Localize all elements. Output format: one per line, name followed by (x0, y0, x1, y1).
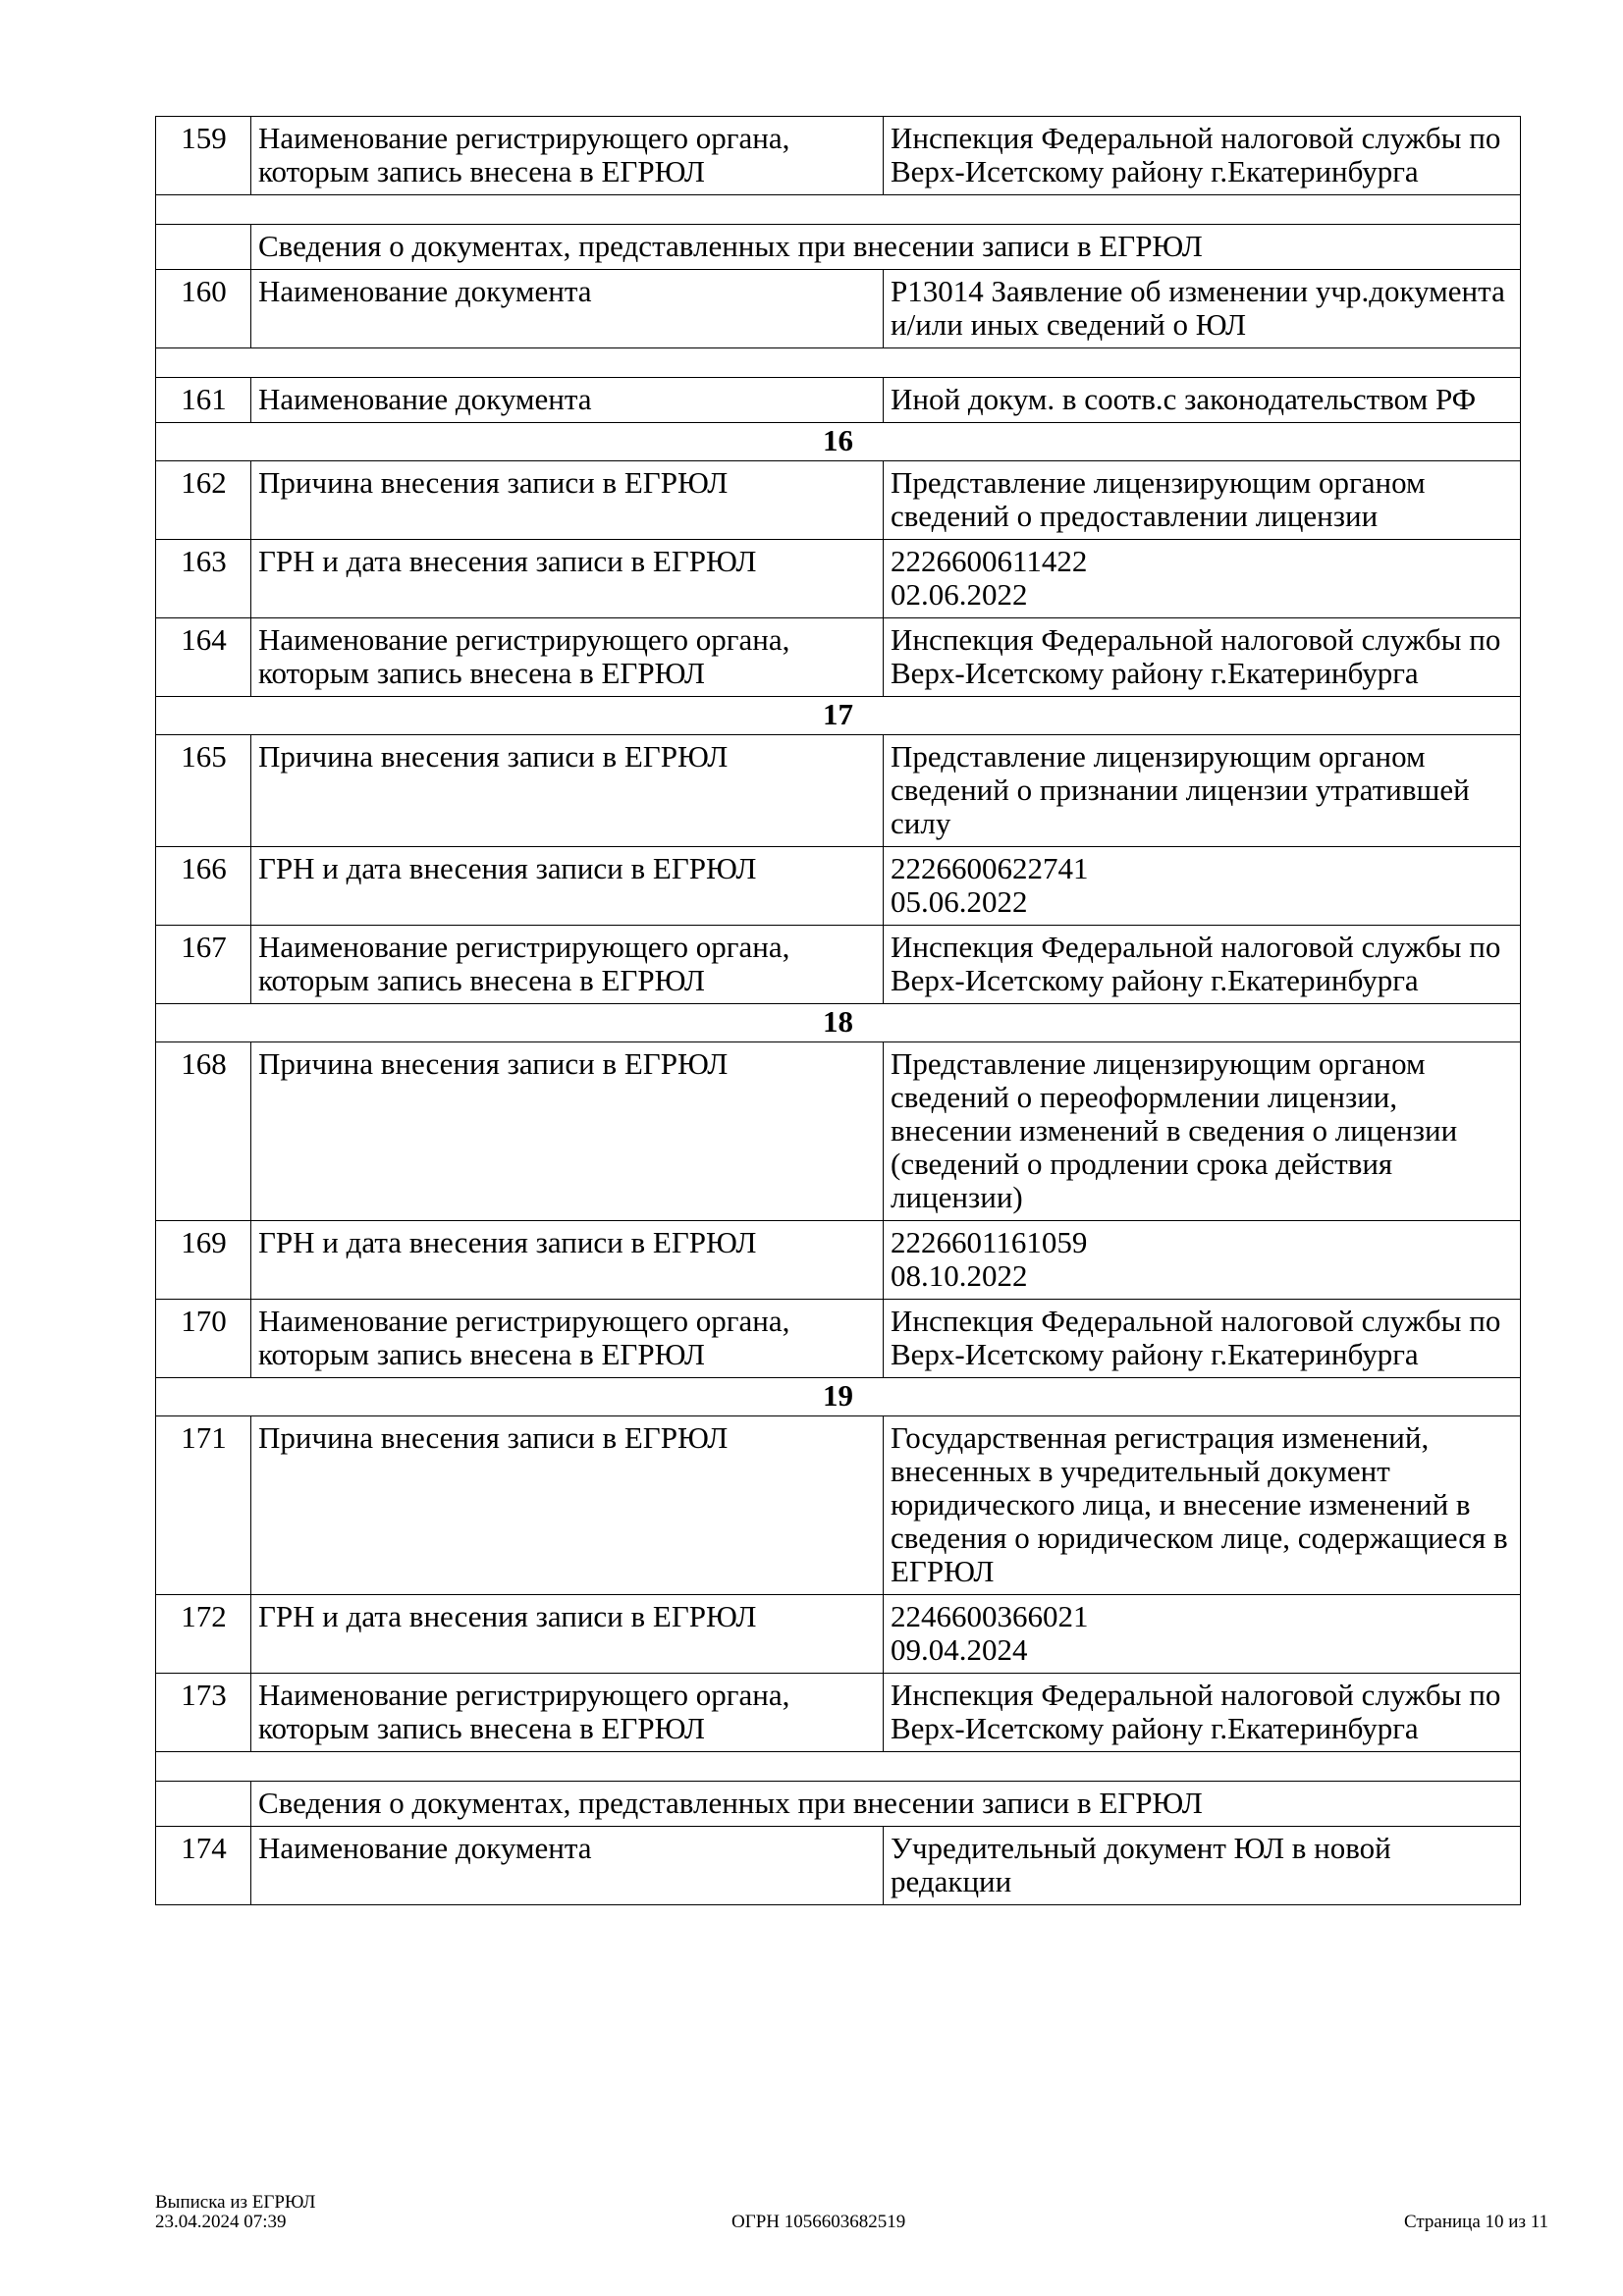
row-label: Наименование документа (251, 270, 884, 348)
row-number: 173 (156, 1674, 251, 1752)
empty-row (156, 1752, 1521, 1782)
row-number: 161 (156, 378, 251, 423)
table-row (156, 1827, 1521, 1905)
empty-row (156, 348, 1521, 378)
section-number: 17 (156, 697, 1521, 735)
section-header-row (156, 1004, 1521, 1042)
empty-cell (156, 348, 1521, 378)
table-row (156, 735, 1521, 847)
row-value-line: 09.04.2024 (891, 1632, 1028, 1667)
row-value (884, 378, 1521, 423)
row-value (884, 1416, 1521, 1595)
row-value-line: 2226601161059 (891, 1225, 1088, 1259)
row-value-line: Государственная регистрация изменений, внесенных в учредительный документ юридического лица, и внесение изменений в сведения о юридическом лице, содержащиеся в ЕГРЮЛ (891, 1420, 1508, 1588)
empty-cell (156, 195, 1521, 225)
subheader-num-cell (156, 1782, 251, 1827)
table-row (156, 378, 1521, 423)
table-row (156, 1221, 1521, 1300)
row-value-line: Иной докум. в соотв.с законодательством РФ (891, 382, 1477, 416)
row-value-line: 2226600611422 (891, 544, 1088, 578)
row-label: Наименование регистрирующего органа, которым запись внесена в ЕГРЮЛ (251, 926, 884, 1004)
row-number: 168 (156, 1042, 251, 1221)
row-label: ГРН и дата внесения записи в ЕГРЮЛ (251, 847, 884, 926)
row-number: 174 (156, 1827, 251, 1905)
subheader-text: Сведения о документах, представленных при внесении записи в ЕГРЮЛ (251, 1782, 1521, 1827)
table-row (156, 1042, 1521, 1221)
section-number: 16 (156, 423, 1521, 461)
footer-datetime: 23.04.2024 07:39 (155, 2212, 287, 2232)
table-row (156, 618, 1521, 697)
section-number: 18 (156, 1004, 1521, 1042)
row-value-line: Инспекция Федеральной налоговой службы по Верх-Исетскому району г.Екатеринбурга (891, 930, 1501, 997)
row-value-line: Представление лицензирующим органом сведений о признании лицензии утратившей силу (891, 739, 1470, 840)
row-label: ГРН и дата внесения записи в ЕГРЮЛ (251, 1221, 884, 1300)
row-value-line: Представление лицензирующим органом сведений о переоформлении лицензии, внесении изменений в сведения о лицензии (сведений о продлении срока действия лицензии) (891, 1046, 1458, 1214)
row-label: Причина внесения записи в ЕГРЮЛ (251, 1416, 884, 1595)
section-header-row (156, 1378, 1521, 1416)
row-label: Наименование регистрирующего органа, которым запись внесена в ЕГРЮЛ (251, 1300, 884, 1378)
table-row (156, 461, 1521, 540)
row-value-line: 05.06.2022 (891, 884, 1028, 919)
row-value-line: Инспекция Федеральной налоговой службы по Верх-Исетскому району г.Екатеринбурга (891, 121, 1501, 188)
row-number: 163 (156, 540, 251, 618)
row-value-line: 02.06.2022 (891, 577, 1028, 612)
subheader-row (156, 225, 1521, 270)
row-value (884, 461, 1521, 540)
row-label: Наименование документа (251, 378, 884, 423)
row-label: Причина внесения записи в ЕГРЮЛ (251, 461, 884, 540)
row-label: Наименование регистрирующего органа, которым запись внесена в ЕГРЮЛ (251, 618, 884, 697)
row-value (884, 270, 1521, 348)
row-number: 164 (156, 618, 251, 697)
table-row (156, 270, 1521, 348)
egrul-table (155, 116, 1521, 1905)
table-row (156, 540, 1521, 618)
row-value (884, 117, 1521, 195)
row-number: 166 (156, 847, 251, 926)
row-value (884, 735, 1521, 847)
row-value-line: Представление лицензирующим органом сведений о предоставлении лицензии (891, 465, 1426, 533)
row-value-line: 2246600366021 (891, 1599, 1089, 1633)
row-number: 171 (156, 1416, 251, 1595)
row-label: Наименование регистрирующего органа, которым запись внесена в ЕГРЮЛ (251, 1674, 884, 1752)
row-number: 167 (156, 926, 251, 1004)
row-value-line: Учредительный документ ЮЛ в новой редакции (891, 1831, 1391, 1898)
row-label: Причина внесения записи в ЕГРЮЛ (251, 1042, 884, 1221)
table-row (156, 1595, 1521, 1674)
empty-cell (156, 1752, 1521, 1782)
table-row (156, 1300, 1521, 1378)
row-number: 170 (156, 1300, 251, 1378)
row-value-line: Инспекция Федеральной налоговой службы по Верх-Исетскому району г.Екатеринбурга (891, 1678, 1501, 1745)
row-value-line: 08.10.2022 (891, 1258, 1028, 1293)
row-value (884, 847, 1521, 926)
row-number: 165 (156, 735, 251, 847)
row-value (884, 540, 1521, 618)
row-value-line: Р13014 Заявление об изменении учр.документа и/или иных сведений о ЮЛ (891, 274, 1505, 342)
row-value (884, 1595, 1521, 1674)
subheader-row (156, 1782, 1521, 1827)
row-label: Наименование документа (251, 1827, 884, 1905)
table-row (156, 117, 1521, 195)
row-value (884, 1300, 1521, 1378)
footer-ogrn: ОГРН 1056603682519 (731, 2212, 906, 2232)
footer-doc-title: Выписка из ЕГРЮЛ (155, 2192, 316, 2213)
table-row (156, 1416, 1521, 1595)
row-number: 160 (156, 270, 251, 348)
row-number: 169 (156, 1221, 251, 1300)
row-value (884, 926, 1521, 1004)
row-number: 159 (156, 117, 251, 195)
section-header-row (156, 423, 1521, 461)
row-label: ГРН и дата внесения записи в ЕГРЮЛ (251, 540, 884, 618)
table-row (156, 926, 1521, 1004)
subheader-text: Сведения о документах, представленных при внесении записи в ЕГРЮЛ (251, 225, 1521, 270)
egrul-table-body (156, 117, 1521, 1905)
row-label: Наименование регистрирующего органа, которым запись внесена в ЕГРЮЛ (251, 117, 884, 195)
row-label: Причина внесения записи в ЕГРЮЛ (251, 735, 884, 847)
row-value (884, 1827, 1521, 1905)
section-header-row (156, 697, 1521, 735)
table-row (156, 1674, 1521, 1752)
table-row (156, 847, 1521, 926)
row-value (884, 1674, 1521, 1752)
row-number: 172 (156, 1595, 251, 1674)
subheader-num-cell (156, 225, 251, 270)
empty-row (156, 195, 1521, 225)
row-value (884, 618, 1521, 697)
footer-page-number: Страница 10 из 11 (1403, 2212, 1548, 2232)
row-value (884, 1042, 1521, 1221)
row-value-line: 2226600622741 (891, 851, 1089, 885)
footer-left (155, 2193, 315, 2232)
row-value (884, 1221, 1521, 1300)
section-number: 19 (156, 1378, 1521, 1416)
row-number: 162 (156, 461, 251, 540)
row-value-line: Инспекция Федеральной налоговой службы по Верх-Исетскому району г.Екатеринбурга (891, 622, 1501, 690)
row-value-line: Инспекция Федеральной налоговой службы по Верх-Исетскому району г.Екатеринбурга (891, 1304, 1501, 1371)
row-label: ГРН и дата внесения записи в ЕГРЮЛ (251, 1595, 884, 1674)
